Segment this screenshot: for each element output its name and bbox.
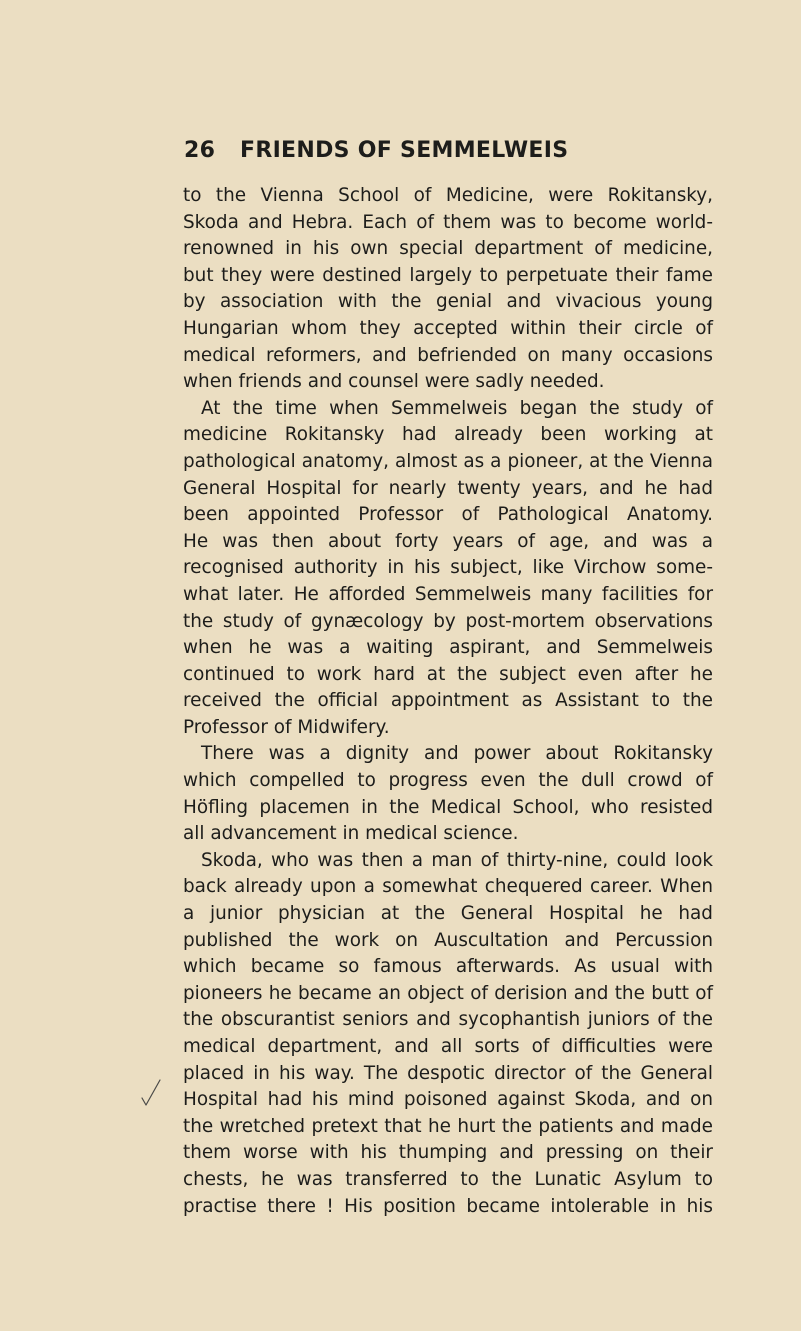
text-line: them worse with his thumping and pressing on their: [183, 1142, 713, 1164]
text-line: back already upon a somewhat chequered career. When: [183, 876, 713, 898]
text-line: Professor of Midwifery.: [183, 716, 390, 738]
text-line: Skoda, who was then a man of thirty-nine, could look: [201, 849, 713, 871]
text-line: There was a dignity and power about Rokitansky: [201, 743, 713, 765]
page-number: 26: [184, 138, 216, 163]
text-line: Hungarian whom they accepted within their circle of: [183, 317, 713, 339]
text-line: which compelled to progress even the dull crowd of: [183, 770, 713, 792]
text-line: when he was a waiting aspirant, and Semmelweis: [183, 637, 713, 659]
pencil-checkmark-icon: [140, 1078, 162, 1108]
text-line: Skoda and Hebra. Each of them was to become world-: [183, 211, 713, 233]
text-line: At the time when Semmelweis began the study of: [201, 397, 713, 419]
text-line: published the work on Auscultation and Percussion: [183, 929, 713, 951]
text-line: medicine Rokitansky had already been working at: [183, 424, 713, 446]
text-line: the study of gynæcology by post-mortem observations: [183, 610, 713, 632]
text-line: He was then about forty years of age, and was a: [183, 530, 713, 552]
text-line: by association with the genial and vivacious young: [183, 291, 713, 313]
text-line: the wretched pretext that he hurt the patients and made: [183, 1115, 713, 1137]
running-title: FRIENDS OF SEMMELWEIS: [240, 138, 569, 163]
text-line: what later. He afforded Semmelweis many facilities for: [183, 583, 713, 605]
text-line: to the Vienna School of Medicine, were Rokitansky,: [183, 185, 713, 206]
text-line: when friends and counsel were sadly needed.: [183, 371, 605, 393]
text-line: practise there ! His position became intolerable in his: [183, 1195, 713, 1217]
text-line: medical department, and all sorts of difficulties were: [183, 1036, 713, 1057]
text-line: Höfling placemen in the Medical School, who resisted: [183, 796, 713, 818]
text-line: placed in his way. The despotic director of the General: [183, 1062, 713, 1084]
text-line: received the official appointment as Assistant to the: [183, 690, 713, 712]
text-line: which became so famous afterwards. As usual with: [183, 956, 713, 978]
text-line: Hospital had his mind poisoned against Skoda, and on: [183, 1089, 713, 1111]
body-text: [183, 183, 713, 1220]
text-line: renowned in his own special department of medicine,: [183, 238, 713, 260]
text-line: recognised authority in his subject, like Virchow some-: [183, 557, 713, 579]
text-line: a junior physician at the General Hospital he had: [183, 903, 713, 925]
text-line: all advancement in medical science.: [183, 823, 519, 845]
text-line: pathological anatomy, almost as a pioneer, at the Vienna: [183, 450, 713, 472]
text-line: medical reformers, and befriended on many occasions: [183, 344, 713, 366]
text-line: General Hospital for nearly twenty years, and he had: [183, 477, 713, 499]
text-line: but they were destined largely to perpetuate their fame: [183, 264, 713, 286]
text-line: continued to work hard at the subject even after he: [183, 663, 713, 685]
text-line: pioneers he became an object of derision and the butt of: [183, 982, 713, 1004]
text-line: chests, he was transferred to the Lunatic Asylum to: [183, 1168, 713, 1190]
text-line: the obscurantist seniors and sycophantish juniors of the: [183, 1009, 713, 1031]
text-line: been appointed Professor of Pathological Anatomy.: [183, 504, 713, 526]
running-head: [184, 138, 704, 168]
